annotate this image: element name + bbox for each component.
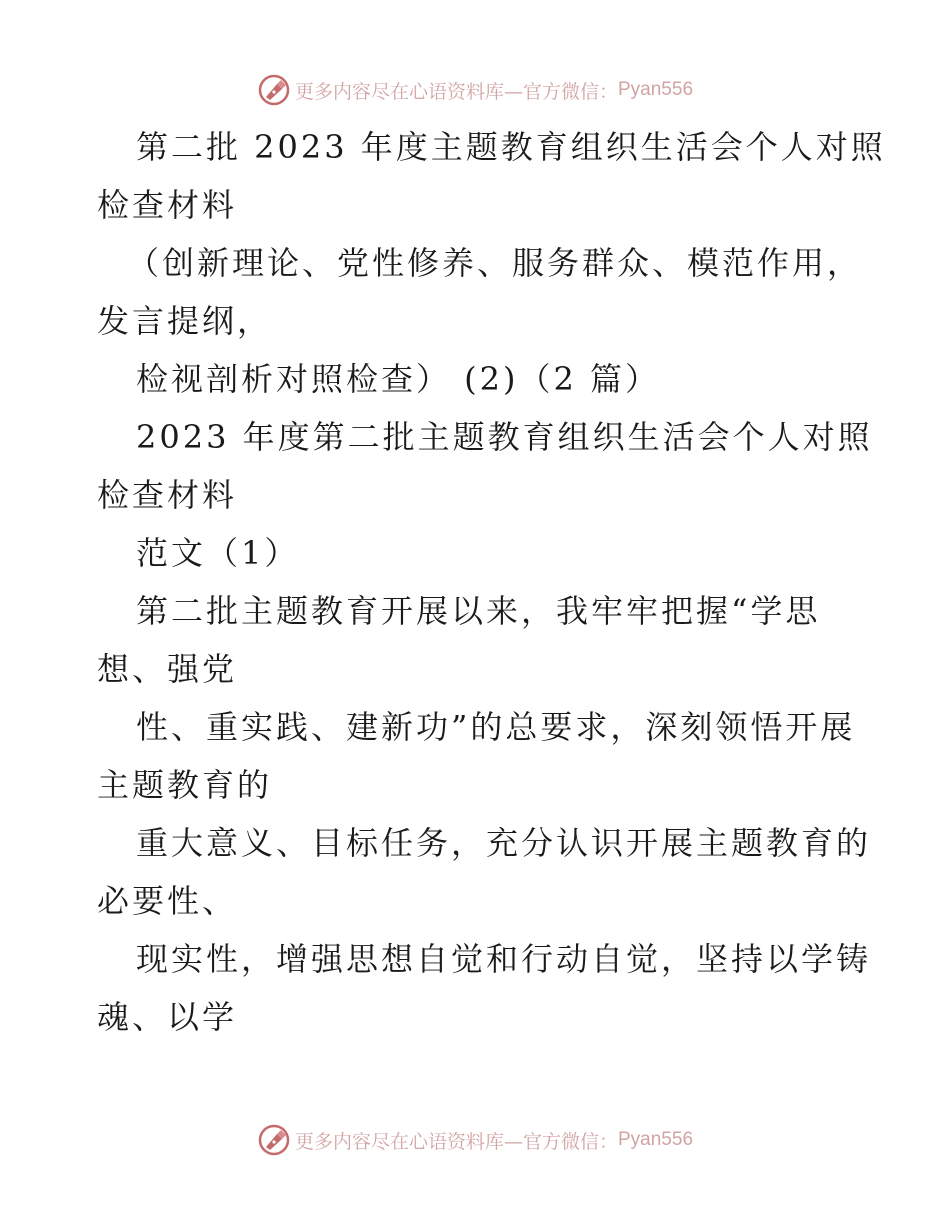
doc-line-8: 范文（1） [136,534,300,572]
doc-line-3: （创新理论、党性修养、服务群众、模范作用， [127,244,863,282]
doc-line-11: 性、重实践、建新功”的总要求，深刻领悟开展 [136,708,856,746]
watermark-text: 更多内容尽在心语资料库—官方微信： [294,1130,618,1153]
doc-line-5: 检视剖析对照检查） (2)（2 篇） [136,360,661,398]
doc-line-14: 必要性、 [97,882,238,920]
document-body [97,118,886,1046]
doc-line-12: 主题教育的 [97,766,273,804]
doc-line-6: 2023 年度第二批主题教育组织生活会个人对照 [136,418,873,456]
watermark-text: 更多内容尽在心语资料库—官方微信： [294,80,618,103]
watermark-wechat-id: Pyan556 [618,79,694,100]
header-watermark [0,70,950,110]
doc-line-7: 检查材料 [97,476,238,514]
doc-line-16: 魂、以学 [97,998,238,1036]
doc-line-9: 第二批主题教育开展以来，我牢牢把握“学思 [136,592,821,630]
doc-line-1: 第二批 2023 年度主题教育组织生活会个人对照 [136,128,886,166]
pen-nib-logo-icon [257,1123,291,1157]
doc-line-2: 检查材料 [97,186,238,224]
doc-line-10: 想、强党 [97,650,238,688]
doc-line-4: 发言提纲， [97,302,273,340]
footer-watermark [0,1120,950,1160]
doc-line-13: 重大意义、目标任务，充分认识开展主题教育的 [136,824,872,862]
watermark-wechat-id: Pyan556 [618,1129,694,1150]
pen-nib-logo-icon [257,73,291,107]
doc-line-15: 现实性，增强思想自觉和行动自觉，坚持以学铸 [136,940,872,978]
